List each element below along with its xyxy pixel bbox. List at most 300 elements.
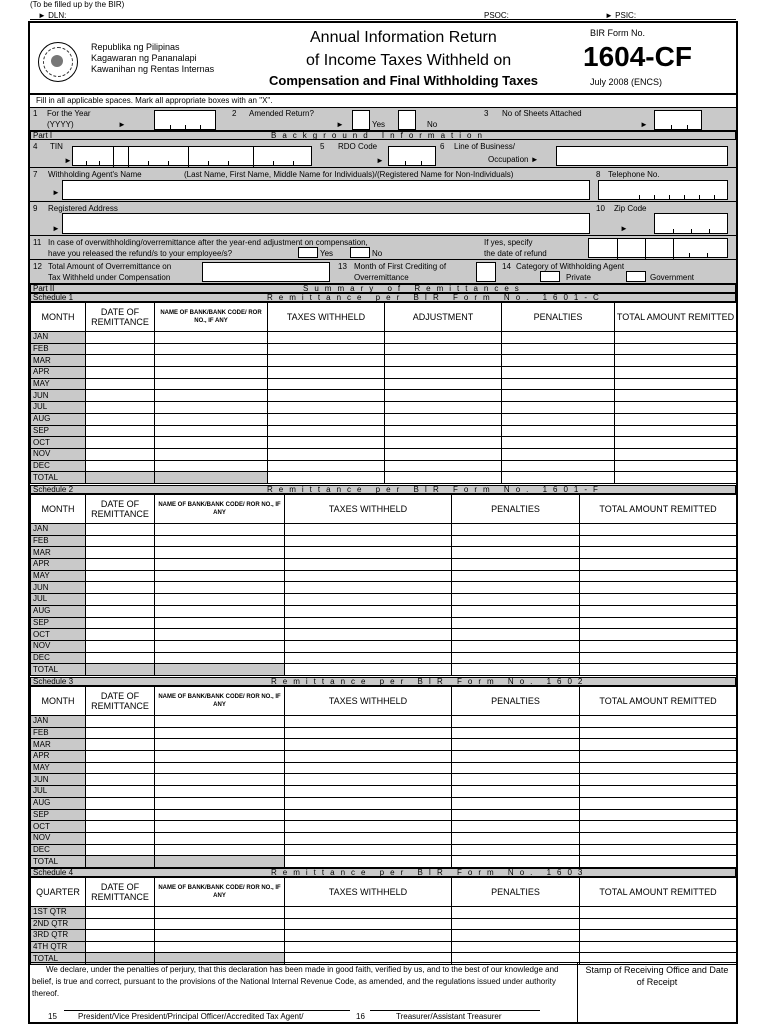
f3-label: No of Sheets Attached: [502, 109, 582, 118]
bir-seal-icon: [38, 42, 78, 82]
amount-cell[interactable]: [452, 594, 580, 606]
amount-cell[interactable]: [385, 448, 502, 460]
amount-cell[interactable]: [285, 594, 452, 606]
amount-cell[interactable]: [86, 437, 155, 449]
amount-cell[interactable]: [615, 460, 737, 472]
f7-hint: (Last Name, First Name, Middle Name for Individuals)/(Registered Name for Non-Individuals): [184, 170, 514, 179]
amount-cell[interactable]: [86, 739, 155, 751]
amount-cell[interactable]: [155, 535, 285, 547]
amount-cell[interactable]: [86, 332, 155, 344]
amount-cell[interactable]: [452, 716, 580, 728]
zip-code-field[interactable]: [654, 213, 728, 234]
amount-cell[interactable]: [155, 605, 285, 617]
amount-cell[interactable]: [86, 640, 155, 652]
amount-cell[interactable]: [615, 390, 737, 402]
agent-name-field[interactable]: [62, 180, 590, 200]
amount-cell[interactable]: [615, 378, 737, 390]
amount-cell[interactable]: [155, 378, 268, 390]
amount-cell[interactable]: [385, 390, 502, 402]
amount-cell[interactable]: [285, 570, 452, 582]
amount-cell[interactable]: [285, 786, 452, 798]
amount-cell[interactable]: [580, 774, 737, 786]
year-field[interactable]: [154, 110, 216, 130]
amount-cell[interactable]: [502, 367, 615, 379]
amount-cell[interactable]: [155, 797, 285, 809]
row-label: JUN: [31, 774, 86, 786]
row-label: TOTAL: [31, 664, 86, 676]
amount-cell[interactable]: [285, 774, 452, 786]
amount-cell[interactable]: [452, 941, 580, 953]
amount-cell[interactable]: [580, 640, 737, 652]
table-row: [31, 355, 737, 367]
amount-cell[interactable]: [385, 355, 502, 367]
amount-cell[interactable]: [268, 425, 385, 437]
amount-cell[interactable]: [385, 332, 502, 344]
amount-cell[interactable]: [86, 809, 155, 821]
amount-cell[interactable]: [285, 797, 452, 809]
amount-cell[interactable]: [268, 472, 385, 484]
amount-cell[interactable]: [285, 547, 452, 559]
amount-cell[interactable]: [155, 856, 285, 868]
schedule1-table: [30, 302, 737, 484]
amount-cell[interactable]: [86, 930, 155, 942]
amount-cell[interactable]: [155, 918, 285, 930]
amount-cell[interactable]: [452, 821, 580, 833]
tin-field[interactable]: [72, 146, 312, 166]
amount-cell[interactable]: [285, 605, 452, 617]
amount-cell[interactable]: [580, 739, 737, 751]
amount-cell[interactable]: [580, 751, 737, 763]
table-row: [31, 629, 737, 641]
amount-cell[interactable]: [452, 832, 580, 844]
table-row: [31, 821, 737, 833]
amount-cell[interactable]: [580, 582, 737, 594]
part2-title: Part II: [33, 284, 55, 293]
row-label: 1ST QTR: [31, 907, 86, 919]
telephone-field[interactable]: [598, 180, 728, 200]
amount-cell[interactable]: [155, 425, 268, 437]
amount-cell[interactable]: [580, 797, 737, 809]
amount-cell[interactable]: [155, 821, 285, 833]
amount-cell[interactable]: [452, 559, 580, 571]
amount-cell[interactable]: [452, 797, 580, 809]
amount-cell[interactable]: [268, 437, 385, 449]
amount-cell[interactable]: [385, 425, 502, 437]
amount-cell[interactable]: [86, 716, 155, 728]
amount-cell[interactable]: [580, 832, 737, 844]
table-row: [31, 774, 737, 786]
amount-cell[interactable]: [155, 907, 285, 919]
sched4-col-bank: NAME OF BANK/BANK CODE/ ROR NO., IF ANY: [155, 878, 285, 907]
amount-cell[interactable]: [452, 640, 580, 652]
amount-cell[interactable]: [452, 809, 580, 821]
amount-cell[interactable]: [285, 640, 452, 652]
amount-cell[interactable]: [155, 524, 285, 536]
amount-cell[interactable]: [580, 617, 737, 629]
amount-cell[interactable]: [580, 762, 737, 774]
row-label: SEP: [31, 809, 86, 821]
amount-cell[interactable]: [580, 809, 737, 821]
amount-cell[interactable]: [155, 786, 285, 798]
amount-cell[interactable]: [86, 652, 155, 664]
amount-cell[interactable]: [86, 907, 155, 919]
amount-cell[interactable]: [155, 716, 285, 728]
amount-cell[interactable]: [452, 918, 580, 930]
amount-cell[interactable]: [502, 472, 615, 484]
schedule4-title: Remittance per BIR Form No. 1603: [271, 868, 589, 877]
sched4-col-date: DATE OF REMITTANCE: [86, 878, 155, 907]
amount-cell[interactable]: [268, 355, 385, 367]
sched1-col-bank: NAME OF BANK/BANK CODE/ ROR NO., IF ANY: [155, 303, 268, 332]
amount-cell[interactable]: [502, 460, 615, 472]
amount-cell[interactable]: [285, 727, 452, 739]
amount-cell[interactable]: [155, 652, 285, 664]
amount-cell[interactable]: [452, 664, 580, 676]
amount-cell[interactable]: [86, 774, 155, 786]
amount-cell[interactable]: [86, 425, 155, 437]
amount-cell[interactable]: [580, 594, 737, 606]
amount-cell[interactable]: [580, 524, 737, 536]
table-row: [31, 413, 737, 425]
amount-cell[interactable]: [155, 355, 268, 367]
amount-cell[interactable]: [86, 524, 155, 536]
part1-bar: [30, 131, 736, 140]
amount-cell[interactable]: [615, 472, 737, 484]
amount-cell[interactable]: [155, 448, 268, 460]
amount-cell[interactable]: [155, 582, 285, 594]
amount-cell[interactable]: [580, 547, 737, 559]
amount-cell[interactable]: [285, 535, 452, 547]
amount-cell[interactable]: [86, 941, 155, 953]
amount-cell[interactable]: [452, 907, 580, 919]
amount-cell[interactable]: [155, 664, 285, 676]
amount-cell[interactable]: [155, 402, 268, 414]
amount-cell[interactable]: [615, 437, 737, 449]
amount-cell[interactable]: [580, 941, 737, 953]
amount-cell[interactable]: [452, 605, 580, 617]
amount-cell[interactable]: [285, 716, 452, 728]
amount-cell[interactable]: [580, 535, 737, 547]
amount-cell[interactable]: [285, 582, 452, 594]
amount-cell[interactable]: [155, 640, 285, 652]
amount-cell[interactable]: [268, 378, 385, 390]
schedule4-table: [30, 877, 737, 965]
amended-no-label: No: [427, 120, 438, 129]
table-row: [31, 762, 737, 774]
amount-cell[interactable]: [86, 448, 155, 460]
row-label: JUL: [31, 402, 86, 414]
amount-cell[interactable]: [285, 918, 452, 930]
amount-cell[interactable]: [155, 629, 285, 641]
amount-cell[interactable]: [580, 664, 737, 676]
government-checkbox[interactable]: [626, 271, 646, 282]
amount-cell[interactable]: [615, 425, 737, 437]
amended-no-checkbox[interactable]: [398, 110, 416, 130]
sched3-col-bank: NAME OF BANK/BANK CODE/ ROR NO., IF ANY: [155, 687, 285, 716]
row-label: TOTAL: [31, 472, 86, 484]
row-label: AUG: [31, 413, 86, 425]
f14-num: 14: [502, 262, 511, 271]
amount-cell[interactable]: [86, 844, 155, 856]
amount-cell[interactable]: [385, 413, 502, 425]
amount-cell[interactable]: [580, 918, 737, 930]
row-label: MAY: [31, 570, 86, 582]
amount-cell[interactable]: [86, 605, 155, 617]
amount-cell[interactable]: [86, 594, 155, 606]
amount-cell[interactable]: [502, 355, 615, 367]
amount-cell[interactable]: [615, 355, 737, 367]
arrow-icon: ►: [64, 156, 72, 165]
amount-cell[interactable]: [615, 332, 737, 344]
amount-cell[interactable]: [285, 844, 452, 856]
amount-cell[interactable]: [502, 425, 615, 437]
row-label: JAN: [31, 524, 86, 536]
sheets-field[interactable]: [654, 110, 702, 130]
row-label: MAY: [31, 762, 86, 774]
amount-cell[interactable]: [580, 930, 737, 942]
amount-cell[interactable]: [86, 367, 155, 379]
amount-cell[interactable]: [155, 437, 268, 449]
amount-cell[interactable]: [580, 786, 737, 798]
row-label: APR: [31, 751, 86, 763]
amount-cell[interactable]: [285, 739, 452, 751]
amount-cell[interactable]: [580, 844, 737, 856]
amount-cell[interactable]: [86, 355, 155, 367]
amount-cell[interactable]: [155, 809, 285, 821]
amount-cell[interactable]: [86, 629, 155, 641]
amount-cell[interactable]: [502, 390, 615, 402]
rdo-code-field[interactable]: [388, 146, 436, 166]
amount-cell[interactable]: [155, 762, 285, 774]
amount-cell[interactable]: [155, 739, 285, 751]
amount-cell[interactable]: [155, 547, 285, 559]
refund-date-field[interactable]: [588, 238, 728, 258]
registered-address-field[interactable]: [62, 213, 590, 234]
amount-cell[interactable]: [86, 343, 155, 355]
amount-cell[interactable]: [86, 727, 155, 739]
amount-cell[interactable]: [580, 652, 737, 664]
amount-cell[interactable]: [580, 559, 737, 571]
amount-cell[interactable]: [86, 390, 155, 402]
amount-cell[interactable]: [452, 762, 580, 774]
amount-cell[interactable]: [285, 930, 452, 942]
amount-cell[interactable]: [155, 559, 285, 571]
amended-yes-checkbox[interactable]: [352, 110, 370, 130]
amount-cell[interactable]: [580, 727, 737, 739]
amount-cell[interactable]: [452, 617, 580, 629]
amount-cell[interactable]: [580, 716, 737, 728]
amount-cell[interactable]: [268, 332, 385, 344]
amount-cell[interactable]: [86, 762, 155, 774]
amount-cell[interactable]: [452, 629, 580, 641]
amount-cell[interactable]: [285, 821, 452, 833]
amount-cell[interactable]: [86, 559, 155, 571]
amount-cell[interactable]: [615, 448, 737, 460]
amount-cell[interactable]: [385, 378, 502, 390]
first-crediting-month-field[interactable]: [476, 262, 496, 282]
amount-cell[interactable]: [86, 378, 155, 390]
table-row: [31, 856, 737, 868]
form-date: July 2008 (ENCS): [590, 77, 663, 87]
overremittance-amount-field[interactable]: [202, 262, 330, 282]
table-row: [31, 460, 737, 472]
amount-cell[interactable]: [580, 629, 737, 641]
amount-cell[interactable]: [385, 460, 502, 472]
schedule3-table: [30, 686, 737, 868]
amount-cell[interactable]: [155, 472, 268, 484]
schedule3-title: Remittance per BIR Form No. 1602: [271, 677, 589, 686]
amount-cell[interactable]: [385, 343, 502, 355]
amount-cell[interactable]: [502, 378, 615, 390]
amount-cell[interactable]: [285, 664, 452, 676]
private-checkbox[interactable]: [540, 271, 560, 282]
amount-cell[interactable]: [502, 343, 615, 355]
amount-cell[interactable]: [155, 751, 285, 763]
amount-cell[interactable]: [452, 570, 580, 582]
refund-yes-checkbox[interactable]: [298, 247, 318, 258]
amount-cell[interactable]: [452, 535, 580, 547]
amount-cell[interactable]: [268, 448, 385, 460]
amount-cell[interactable]: [86, 570, 155, 582]
amount-cell[interactable]: [285, 832, 452, 844]
amount-cell[interactable]: [285, 652, 452, 664]
amount-cell[interactable]: [86, 472, 155, 484]
amount-cell[interactable]: [580, 570, 737, 582]
schedule1-name: Schedule 1: [33, 293, 74, 302]
amount-cell[interactable]: [580, 605, 737, 617]
amount-cell[interactable]: [285, 941, 452, 953]
amount-cell[interactable]: [615, 402, 737, 414]
row-label: DEC: [31, 460, 86, 472]
amount-cell[interactable]: [86, 460, 155, 472]
amount-cell[interactable]: [452, 844, 580, 856]
amount-cell[interactable]: [86, 617, 155, 629]
amount-cell[interactable]: [86, 918, 155, 930]
amount-cell[interactable]: [285, 629, 452, 641]
amount-cell[interactable]: [502, 437, 615, 449]
amount-cell[interactable]: [385, 437, 502, 449]
amount-cell[interactable]: [268, 367, 385, 379]
declaration-text: We declare, under the penalties of perjury, that this declaration has been made in good faith, verified by us, and to the best of our knowledge and belief, is true and correct, pursuant to the provisions of the National Internal Revenue Code, as amended, and the regulations issued under authority thereof.: [32, 965, 559, 998]
amount-cell[interactable]: [86, 413, 155, 425]
amount-cell[interactable]: [155, 332, 268, 344]
sched1-col-total: TOTAL AMOUNT REMITTED: [615, 303, 737, 332]
f12-label2: Tax Withheld under Compensation: [48, 273, 171, 282]
amount-cell[interactable]: [452, 856, 580, 868]
amount-cell[interactable]: [155, 367, 268, 379]
amount-cell[interactable]: [155, 844, 285, 856]
amount-cell[interactable]: [155, 343, 268, 355]
amount-cell[interactable]: [268, 390, 385, 402]
amount-cell[interactable]: [502, 332, 615, 344]
amount-cell[interactable]: [155, 727, 285, 739]
row-label: JUN: [31, 582, 86, 594]
amount-cell[interactable]: [268, 460, 385, 472]
amount-cell[interactable]: [285, 751, 452, 763]
amount-cell[interactable]: [580, 907, 737, 919]
amount-cell[interactable]: [615, 343, 737, 355]
amount-cell[interactable]: [285, 762, 452, 774]
amount-cell[interactable]: [86, 402, 155, 414]
amount-cell[interactable]: [285, 907, 452, 919]
amount-cell[interactable]: [285, 856, 452, 868]
amount-cell[interactable]: [452, 786, 580, 798]
amount-cell[interactable]: [155, 941, 285, 953]
amount-cell[interactable]: [155, 413, 268, 425]
amount-cell[interactable]: [285, 524, 452, 536]
refund-no-checkbox[interactable]: [350, 247, 370, 258]
amount-cell[interactable]: [452, 524, 580, 536]
amount-cell[interactable]: [615, 367, 737, 379]
amount-cell[interactable]: [155, 460, 268, 472]
amount-cell[interactable]: [285, 559, 452, 571]
amount-cell[interactable]: [86, 751, 155, 763]
amount-cell[interactable]: [155, 774, 285, 786]
amount-cell[interactable]: [285, 809, 452, 821]
amount-cell[interactable]: [452, 727, 580, 739]
amount-cell[interactable]: [155, 594, 285, 606]
amount-cell[interactable]: [452, 547, 580, 559]
sched2-col-total: TOTAL AMOUNT REMITTED: [580, 495, 737, 524]
amount-cell[interactable]: [155, 570, 285, 582]
amount-cell[interactable]: [502, 448, 615, 460]
amount-cell[interactable]: [268, 413, 385, 425]
row-label: MAY: [31, 378, 86, 390]
amount-cell[interactable]: [452, 774, 580, 786]
amount-cell[interactable]: [268, 402, 385, 414]
amount-cell[interactable]: [155, 832, 285, 844]
amount-cell[interactable]: [155, 390, 268, 402]
amount-cell[interactable]: [86, 582, 155, 594]
amount-cell[interactable]: [502, 402, 615, 414]
amount-cell[interactable]: [155, 617, 285, 629]
amount-cell[interactable]: [615, 413, 737, 425]
amount-cell[interactable]: [452, 739, 580, 751]
amount-cell[interactable]: [268, 343, 385, 355]
amount-cell[interactable]: [580, 856, 737, 868]
amount-cell[interactable]: [452, 930, 580, 942]
amount-cell[interactable]: [155, 930, 285, 942]
amount-cell[interactable]: [86, 664, 155, 676]
part2-heading: Summary of Remittances: [303, 284, 525, 293]
amount-cell[interactable]: [452, 582, 580, 594]
amount-cell[interactable]: [452, 652, 580, 664]
f2-num: 2: [232, 109, 237, 118]
amount-cell[interactable]: [86, 797, 155, 809]
f12-num: 12: [33, 262, 42, 271]
amount-cell[interactable]: [580, 821, 737, 833]
amount-cell[interactable]: [285, 617, 452, 629]
form-title-3: Compensation and Final Withholding Taxes: [269, 73, 539, 88]
amount-cell[interactable]: [86, 547, 155, 559]
amount-cell[interactable]: [385, 367, 502, 379]
part2-bar: [30, 284, 736, 293]
amount-cell[interactable]: [452, 751, 580, 763]
amount-cell[interactable]: [86, 535, 155, 547]
amount-cell[interactable]: [385, 472, 502, 484]
amount-cell[interactable]: [86, 856, 155, 868]
amount-cell[interactable]: [86, 832, 155, 844]
amount-cell[interactable]: [385, 402, 502, 414]
line-of-business-field[interactable]: [556, 146, 728, 166]
row-label: FEB: [31, 343, 86, 355]
form-no-label: BIR Form No.: [590, 28, 646, 38]
f2-label: Amended Return?: [249, 109, 314, 118]
amount-cell[interactable]: [86, 821, 155, 833]
table-row: [31, 343, 737, 355]
amount-cell[interactable]: [86, 786, 155, 798]
amount-cell[interactable]: [502, 413, 615, 425]
